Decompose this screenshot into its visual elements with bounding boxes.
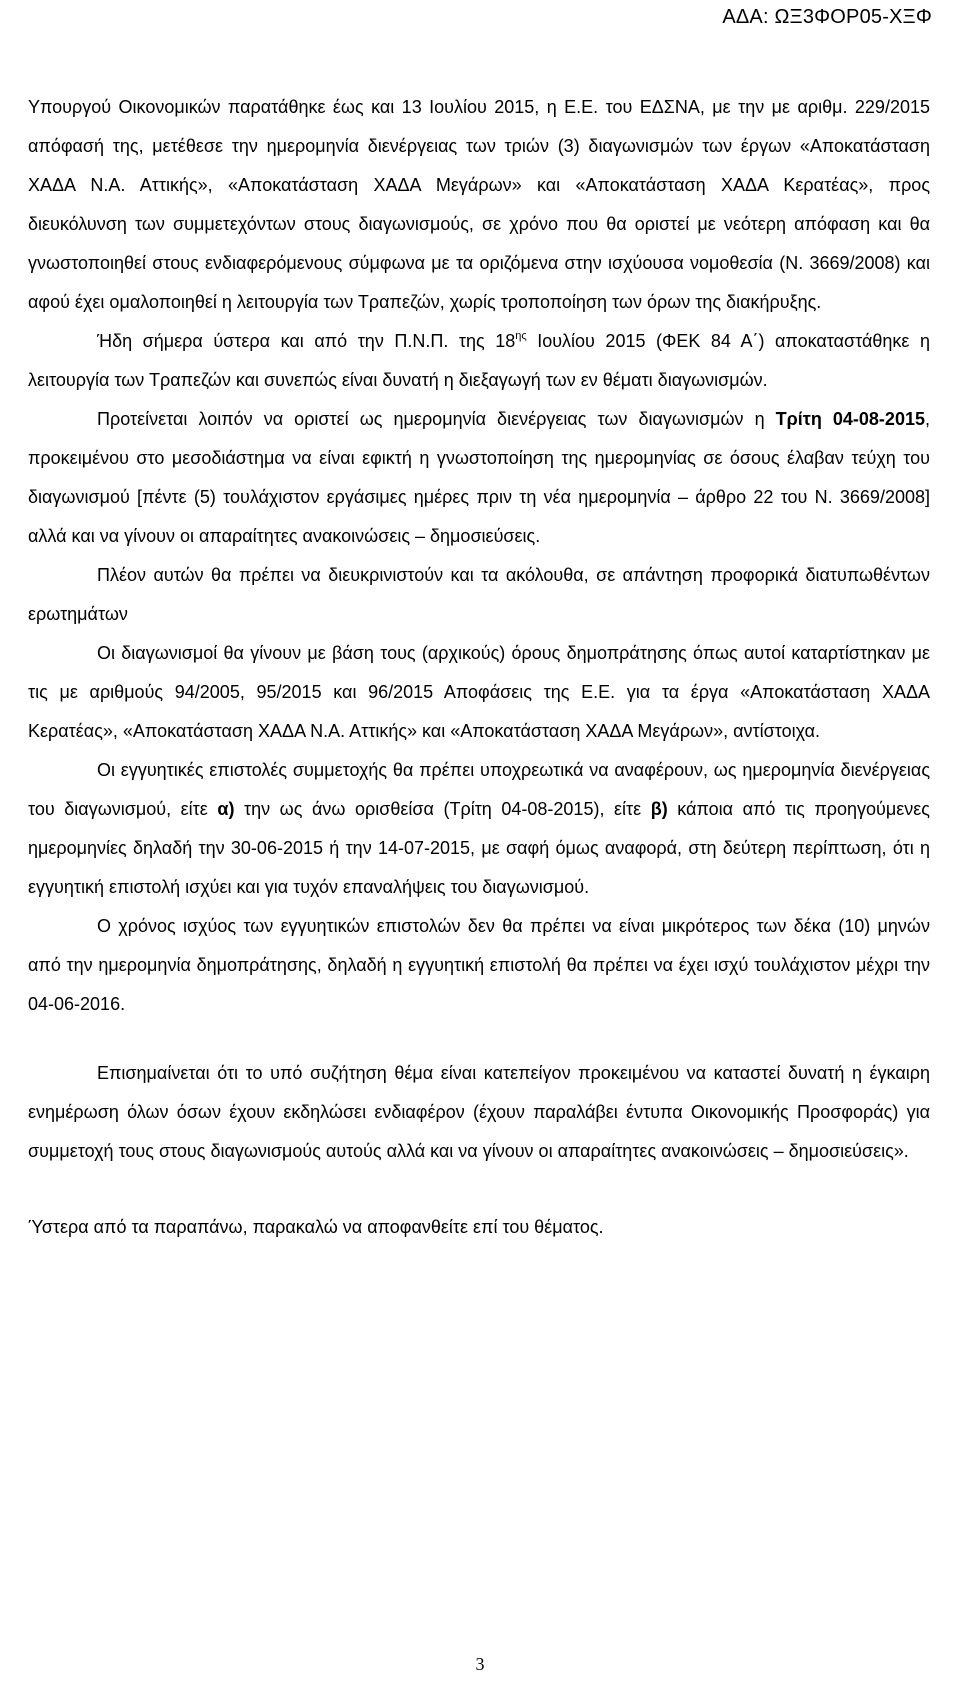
paragraph-postponement: Υπουργού Οικονομικών παρατάθηκε έως και 13 Ιουλίου 2015, η Ε.Ε. του ΕΔΣΝΑ, με την με αριθμ. 229/2015 απόφασή της, μετέθεσε την ημερομηνία διενέργειας των τριών (3) διαγωνισμών των έργων «Αποκατάσταση ΧΑΔΑ Ν.Α. Αττικής», «Αποκατάσταση ΧΑΔΑ Μεγάρων» και «Αποκατάσταση ΧΑΔΑ Κερατέας», προς διευκόλυνση των συμμετεχόντων στους διαγωνισμούς, σε χρόνο που θα οριστεί με νεότερη απόφαση και θα γνωστοποιηθεί στους ενδιαφερόμενους σύμφωνα με τα οριζόμενα στην ισχύουσα νομοθεσία (Ν. 3669/2008) και αφού έχει ομαλοποιηθεί η λειτουργία των Τραπεζών, χωρίς τροποποίηση των όρων της διακήρυξης. [28, 97, 930, 312]
paragraph-banks-restored-end: Ιουλίου 2015 (ΦΕΚ 84 Α΄) αποκαταστάθηκε η λειτουργία των Τραπεζών και συνεπώς είναι δυνατή η διεξαγωγή των εν θέματι διαγωνισμών. [28, 331, 930, 390]
document-body [28, 88, 930, 1247]
paragraph-proposed-date [28, 400, 930, 556]
paragraph-urgency: Επισημαίνεται ότι το υπό συζήτηση θέμα είναι κατεπείγον προκειμένου να καταστεί δυνατή η έγκαιρη ενημέρωση όλων όσων έχουν εκδηλώσει ενδιαφέρον (έχουν παραλάβει έντυπα Οικονομικής Προσφοράς) για συμμετοχή τους στους διαγωνισμούς αυτούς αλλά και να γίνουν οι απαραίτητες ανακοινώσεις – δημοσιεύσεις». [28, 1063, 930, 1161]
paragraph-guarantee-validity: Ο χρόνος ισχύος των εγγυητικών επιστολών δεν θα πρέπει να είναι μικρότερος των δέκα (10) μηνών από την ημερομηνία δημοπράτησης, δηλαδή η εγγυητική επιστολή θα πρέπει να έχει ισχύ τουλάχιστον μέχρι την 04-06-2016. [28, 916, 930, 1014]
ordinal-suffix: ης [515, 330, 527, 342]
guarantee-text-2: την ως άνω ορισθείσα (Τρίτη 04-08-2015), είτε [234, 799, 651, 819]
paragraph-clarifications: Πλέον αυτών θα πρέπει να διευκρινιστούν και τα ακόλουθα, σε απάντηση προφορικά διατυπωθέντων ερωτημάτων [28, 565, 930, 624]
paragraph-banks-restored [28, 322, 930, 400]
option-a-marker: α) [217, 799, 235, 819]
paragraph-original-terms: Οι διαγωνισμοί θα γίνουν με βάση τους (αρχικούς) όρους δημοπράτησης όπως αυτοί καταρτίστηκαν με τις με αριθμούς 94/2005, 95/2015 και 96/2015 Αποφάσεις της Ε.Ε. για τα έργα «Αποκατάσταση ΧΑΔΑ Κερατέας», «Αποκατάσταση ΧΑΔΑ Ν.Α. Αττικής» και «Αποκατάσταση ΧΑΔΑ Μεγάρων», αντίστοιχα. [28, 643, 930, 741]
paragraph-conclusion: Ύστερα από τα παραπάνω, παρακαλώ να αποφανθείτε επί του θέματος. [28, 1217, 604, 1237]
guarantee-text-3: κάποια από τις προηγούμενες ημερομηνίες δηλαδή την 30-06-2015 ή την 14-07-2015, με σαφή όμως αναφορά, στη δεύτερη περίπτωση, ότι η εγγυητική επιστολή ισχύει και για τυχόν επαναλήψεις του διαγωνισμού. [28, 799, 930, 897]
paragraph-banks-restored-start: Ήδη σήμερα ύστερα και από την Π.Ν.Π. της 18 [97, 331, 516, 351]
paragraph-guarantee-letters [28, 751, 930, 907]
page-number: 3 [475, 1654, 485, 1674]
option-b-marker: β) [650, 799, 668, 819]
document-reference: ΑΔΑ: ΩΞ3ΦΟΡ05-ΧΞΦ [722, 6, 932, 28]
proposed-date: Τρίτη 04-08-2015 [775, 409, 925, 429]
proposed-date-text-start: Προτείνεται λοιπόν να οριστεί ως ημερομηνία διενέργειας των διαγωνισμών η [97, 409, 776, 429]
proposed-date-text-end: , προκειμένου στο μεσοδιάστημα να είναι εφικτή η γνωστοποίηση της ημερομηνίας σε όσους έλαβαν τεύχη του διαγωνισμού [πέντε (5) τουλάχιστον εργάσιμες ημέρες πριν τη νέα ημερομηνία – άρθρο 22 του Ν. 3669/2008] αλλά και να γίνουν οι απαραίτητες ανακοινώσεις – δημοσιεύσεις. [28, 409, 930, 546]
guarantee-text-1: Οι εγγυητικές επιστολές συμμετοχής θα πρέπει υποχρεωτικά να αναφέρουν, ως ημερομηνία διενέργειας του διαγωνισμού, είτε [28, 760, 930, 819]
